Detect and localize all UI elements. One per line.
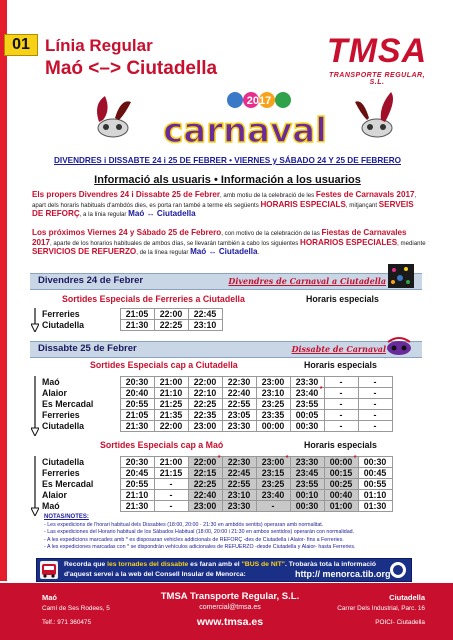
note-2: - Las expediciones del Horario habitual de los Sábados Habitual (18:00, 20:00 i 21:30 en ambos sentidos) operarán con normalidad. (44, 529, 355, 536)
time-cell: 22:45 (222, 468, 256, 479)
time-cell: 20:30 (120, 377, 154, 388)
bus-text-line2: d'aquest servei a la web del Consell Insular de Menorca: (64, 571, 246, 578)
time-cell: 22:40 (222, 388, 256, 399)
note-1: - Les expedicions de l'horari habitual dels Dissabtes (18:00, 20:00 · 21:30 en ambdós sentits) operaran amb normalitat. (44, 521, 324, 528)
stop-name: Ciutadella (42, 457, 85, 467)
time-cell: - (358, 377, 392, 388)
date-banner: DIVENDRES i DISSABTE 24 i 25 DE FEBRER • VIERNES y SÁBADO 24 Y 25 DE FEBRERO (54, 156, 401, 165)
table-row (42, 309, 222, 320)
time-cell: 23:35 (256, 410, 290, 421)
stop-name: Alaior (42, 388, 67, 398)
time-cell: 23:55 (290, 399, 324, 410)
stop-name: Es Mercadal (42, 479, 94, 489)
table-row (42, 468, 392, 479)
arrow-down-icon (31, 308, 39, 332)
time-cell: 21:10 (154, 388, 188, 399)
carnaval-illustration (85, 88, 405, 160)
time-cell: 23:45 (290, 468, 324, 479)
time-cell: 22:00 (154, 421, 188, 432)
logo-subtitle: TRANSPORTE REGULAR, S.L. (328, 72, 426, 86)
time-cell: 22:30 (222, 377, 256, 388)
time-cell: - (324, 410, 358, 421)
footer-company-name: TMSA Transporte Regular, S.L. (160, 591, 300, 602)
logo-wordmark: TMSA (326, 32, 428, 70)
friday-horaris-label: Horaris especials (306, 294, 379, 304)
time-cell: 23:10 (256, 388, 290, 399)
notes-title: NOTAS/NOTES: (44, 514, 89, 520)
time-cell: - (358, 410, 392, 421)
time-cell: 01:30 (358, 501, 392, 512)
time-cell: 23:40 (256, 490, 290, 501)
table-row (42, 457, 392, 468)
time-cell: 21:00 (154, 377, 188, 388)
time-cell: 23:25 (256, 479, 290, 490)
bus-de-nit-banner (36, 558, 412, 582)
time-cell: 23:00 (256, 377, 290, 388)
section-friday (30, 273, 422, 290)
mask-right-icon (355, 92, 393, 137)
bus-icon (40, 561, 58, 579)
time-cell: 21:00 (154, 457, 188, 468)
footer-left-phone: Telf.: 971 360475 (42, 619, 92, 626)
section-saturday-title: Dissabte 25 de Febrer (38, 343, 137, 354)
time-cell: - (154, 501, 188, 512)
table-row (42, 410, 392, 421)
time-cell: 22:00 (188, 377, 222, 388)
stop-name: Ciutadella (42, 421, 85, 431)
time-cell: - (256, 501, 290, 512)
time-cell: 00:40 (324, 490, 358, 501)
to-ciutadella-subtitle: Sortides Especials cap a Ciutadella (90, 360, 238, 370)
section-saturday (30, 341, 422, 358)
footer-email-link[interactable]: comercial@tmsa.es (199, 604, 261, 611)
table-row (42, 399, 392, 410)
arrow-down-icon (31, 456, 39, 516)
time-cell: 01:00 (324, 501, 358, 512)
time-cell: 23:05 (222, 410, 256, 421)
friday-subtitle: Sortides Especials de Ferreries a Ciutadella (62, 294, 245, 304)
table-row (42, 501, 392, 512)
note-4: - A les expediciones marcadas con * se dispondrán vehículos adicionales de REFUERZO -desde Ciutadella y Alaior- hasta Ferreries. (44, 544, 356, 551)
section-saturday-subtitle: Dissabte de Carnaval (291, 344, 386, 354)
time-cell: 23:25 (256, 399, 290, 410)
time-cell: - (358, 388, 392, 399)
friday-schedule-table (42, 308, 223, 331)
time-cell: 21:30 (120, 421, 154, 432)
time-cell: 23:00 (188, 501, 222, 512)
stop-name: Ferreries (42, 468, 80, 478)
time-cell: 00:10 (290, 490, 324, 501)
carnaval-word: carnaval (163, 111, 327, 151)
time-cell: - (324, 421, 358, 432)
footer-left-address: Camí de Ses Rodees, 5 (42, 605, 110, 612)
stop-name: Maó (42, 377, 60, 387)
time-cell: 00:30 (290, 501, 324, 512)
confetti-mask-image (388, 264, 414, 288)
time-cell: 23:10 (222, 490, 256, 501)
table-row (42, 320, 222, 331)
footer-website-link[interactable]: www.tmsa.es (196, 616, 264, 628)
consell-crest-icon (389, 561, 407, 579)
time-cell: 00:30 (290, 421, 324, 432)
line-title: Línia Regular (45, 36, 153, 55)
tmsa-logo (322, 32, 432, 84)
table-row (42, 479, 392, 490)
time-cell: - (324, 399, 358, 410)
time-cell: 22:00 (154, 309, 188, 320)
stop-name: Es Mercadal (42, 399, 94, 409)
footer-right-zone: POICI- Ciutadella (375, 619, 425, 626)
time-cell: 20:45 (120, 468, 154, 479)
to-mao-horaris-label: Horaris especials (304, 440, 377, 450)
time-cell: 21:10 (120, 490, 154, 501)
stop-name: Ferreries (42, 309, 80, 319)
year-balloons (227, 92, 291, 108)
mask-left-icon (97, 96, 131, 137)
time-cell: 01:10 (358, 490, 392, 501)
paragraph-catalan: Els propers Divendres 24 i Dissabte 25 de Febrer, amb motiu de la celebració de les Festes de Carnavals 2017, apart dels horaris habituals d'ambdós dies, es porta ran també a terme els següents HORARIS ESPECIALS, mitjançant SERVEIS DE REFORÇ, a la línia regular Maó ↔ Ciutadella (32, 190, 417, 219)
time-cell: 00:05 (290, 410, 324, 421)
bus-text-line1: Recorda que les tornades del dissabte es faran amb el "BUS de NIT". Trobaràs tota la informació (64, 561, 377, 568)
time-cell: 22:30 (222, 457, 256, 468)
time-cell: 22:00 * (188, 457, 222, 468)
table-row (42, 421, 392, 432)
tib-url-link[interactable]: http:// menorca.tib.org (295, 569, 391, 579)
time-cell: 00:45 (358, 468, 392, 479)
time-cell: - (358, 421, 392, 432)
time-cell: 23:00 * (256, 457, 290, 468)
time-cell: 21:35 (154, 410, 188, 421)
time-cell: 22:40 (188, 490, 222, 501)
paragraph-spanish: Los próximos Viernes 24 y Sábado 25 de Febrero, con motivo de la celebración de las Fiestas de Carnavales 2017, aparte de los horarios habituales de ambos días, se llevarán también a cabo los siguientes HORARIOS ESPECIALES, mediante SERVICIOS DE REFUERZO, de la línea regular Maó ↔ Ciutadella. (32, 228, 426, 257)
note-3: - A les expedicions marcades amb * es disposaran vehicles addicionals de REFORÇ -des de Ciutadella i Alaior- fins a Ferreries. (44, 536, 344, 543)
time-cell: 23:15 (256, 468, 290, 479)
notes (44, 514, 424, 552)
time-cell: 20:30 (120, 457, 154, 468)
time-cell: 00:00 (256, 421, 290, 432)
time-cell: - (154, 479, 188, 490)
arrow-down-icon (31, 376, 39, 436)
time-cell: 23:10 (188, 320, 222, 331)
time-cell: 21:30 (120, 320, 154, 331)
stop-name: Maó (42, 501, 60, 511)
time-cell: 23:30 (222, 421, 256, 432)
footer-right-city: Ciutadella (389, 593, 425, 602)
time-cell: 23:40 * (290, 388, 324, 399)
section-friday-title: Divendres 24 de Febrer (38, 275, 144, 286)
time-cell: 21:05 (120, 410, 154, 421)
table-row (42, 377, 392, 388)
time-cell: 23:30 (290, 457, 324, 468)
section-friday-subtitle: Divendres de Carnaval a Ciutadella (228, 276, 386, 286)
time-cell: 22:25 (154, 320, 188, 331)
table-row (42, 388, 392, 399)
time-cell: 23:30 (222, 501, 256, 512)
time-cell: 22:55 (222, 399, 256, 410)
footer (0, 583, 453, 640)
time-cell: 22:15 (188, 468, 222, 479)
time-cell: 21:30 (120, 501, 154, 512)
info-title: Informació als usuaris • Información a los usuarios (94, 174, 361, 186)
to-ciutadella-horaris-label: Horaris especials (304, 360, 377, 370)
to-mao-table (42, 456, 393, 512)
stop-name: Alaior (42, 490, 67, 500)
time-cell: 22:10 (188, 388, 222, 399)
time-cell: 22:25 (188, 399, 222, 410)
time-cell: - (154, 490, 188, 501)
to-mao-subtitle: Sortides Especials cap a Maó (100, 440, 224, 450)
time-cell: 23:30 (290, 377, 324, 388)
time-cell: 20:40 (120, 388, 154, 399)
time-cell: 21:05 (120, 309, 154, 320)
carnival-mask-image (386, 336, 412, 360)
time-cell: 20:55 (120, 399, 154, 410)
time-cell: 22:45 (188, 309, 222, 320)
time-cell: 00:55 (358, 479, 392, 490)
time-cell: 22:35 (188, 410, 222, 421)
route-title: Maó <–> Ciutadella (45, 58, 218, 79)
time-cell: 21:25 (154, 399, 188, 410)
footer-left-city: Maó (42, 593, 57, 602)
year-text: 2017 (246, 95, 272, 107)
time-cell: 22:25 (188, 479, 222, 490)
time-cell: 00:15 (324, 468, 358, 479)
side-stripe (0, 0, 7, 581)
time-cell: - (324, 388, 358, 399)
time-cell: 23:55 (290, 479, 324, 490)
time-cell: 00:25 (324, 479, 358, 490)
stop-name: Ciutadella (42, 320, 85, 330)
time-cell: - (358, 399, 392, 410)
time-cell: 00:30 (358, 457, 392, 468)
time-cell: 20:55 (120, 479, 154, 490)
table-row (42, 490, 392, 501)
time-cell: - (324, 377, 358, 388)
time-cell: 21:15 (154, 468, 188, 479)
stop-name: Ferreries (42, 410, 80, 420)
time-cell: 23:00 (188, 421, 222, 432)
to-ciutadella-table (42, 376, 393, 432)
time-cell: 22:55 (222, 479, 256, 490)
time-cell: 00:00 * (324, 457, 358, 468)
line-number-badge: 01 (4, 34, 38, 56)
footer-right-address: Carrer Dels Industrial, Parc. 16 (337, 605, 425, 612)
